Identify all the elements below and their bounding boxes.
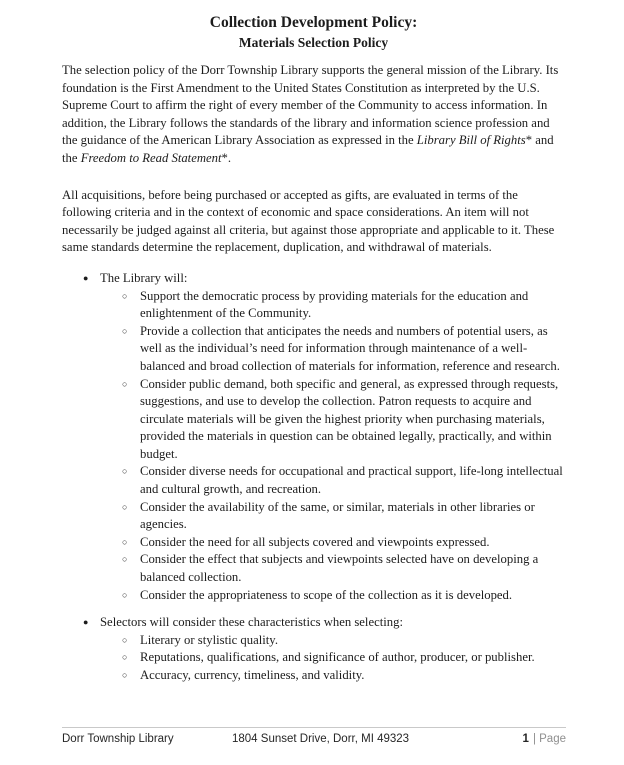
text-run: The selection policy of the Dorr Township Library supports the general mission of the Library. Its foundation is the First Amendment to the United States Constitution as interpreted by the U.S. Supreme Court to affirm the right of every member of the Community to access information. In addition, the Library follows the standards of the library and information science profession and the guidance of the American Library Association as expressed in the bbox=[62, 63, 559, 148]
list-item-row bbox=[62, 649, 565, 667]
list-item-row bbox=[62, 499, 565, 534]
footer-library-name: Dorr Township Library bbox=[62, 733, 174, 745]
italic-text-run: Freedom to Read Statement bbox=[80, 150, 222, 165]
list-item-row bbox=[62, 667, 565, 685]
footer-divider bbox=[62, 727, 566, 728]
list-item: Support the democratic process by providing materials for the education and enlightenment of the Community. bbox=[140, 288, 529, 321]
circle-bullet-icon: ○ bbox=[122, 290, 128, 301]
list-item-row bbox=[62, 288, 565, 323]
list-heading-row bbox=[62, 614, 565, 632]
list-item: Reputations, qualifications, and significance of author, producer, or publisher. bbox=[140, 650, 535, 665]
circle-bullet-icon: ○ bbox=[122, 536, 128, 547]
document-title: Collection Development Policy: bbox=[209, 14, 418, 31]
italic-text-run: Library Bill of Rights bbox=[416, 133, 526, 148]
list-item: Consider public demand, both specific and general, as expressed through requests, suggestions, and use to develop the collection. Patron requests to acquire and circulate materials will be given the highest priority when purchasing materials, provided the materials in question can be obtained legally, practically, and within budget. bbox=[140, 376, 559, 461]
list-item-row bbox=[62, 323, 565, 376]
circle-bullet-icon: ○ bbox=[122, 589, 128, 600]
circle-bullet-icon: ○ bbox=[122, 466, 128, 477]
list-item: Literary or stylistic quality. bbox=[140, 632, 279, 647]
footer-row bbox=[62, 733, 566, 745]
list-heading: The Library will: bbox=[100, 270, 188, 285]
document-body bbox=[62, 13, 565, 685]
circle-bullet-icon: ○ bbox=[122, 652, 128, 663]
text-run: * and the bbox=[62, 133, 554, 165]
circle-bullet-icon: ○ bbox=[122, 501, 128, 512]
circle-bullet-icon: ○ bbox=[122, 670, 128, 680]
list-item: Consider the need for all subjects covered and viewpoints expressed. bbox=[140, 534, 490, 549]
list-item: Consider the effect that subjects and viewpoints selected have on developing a balanced collection. bbox=[140, 552, 539, 585]
list-heading-row bbox=[62, 270, 565, 288]
disc-bullet-icon: ● bbox=[83, 272, 89, 283]
list-item-row bbox=[62, 587, 565, 605]
list-heading: Selectors will consider these characteristics when selecting: bbox=[100, 615, 403, 630]
footer-page-number: 1 bbox=[522, 733, 529, 745]
text-run: *. bbox=[221, 150, 232, 165]
footer-address: 1804 Sunset Drive, Dorr, MI 49323 bbox=[232, 733, 410, 745]
bullet-lists bbox=[62, 270, 565, 685]
list-item-row bbox=[62, 463, 565, 498]
list-item-row bbox=[62, 551, 565, 586]
list-item: Consider the availability of the same, or similar, materials in other libraries or agencies. bbox=[140, 499, 535, 532]
circle-bullet-icon: ○ bbox=[122, 325, 128, 336]
disc-bullet-icon: ● bbox=[83, 617, 89, 628]
circle-bullet-icon: ○ bbox=[122, 634, 128, 645]
circle-bullet-icon: ○ bbox=[122, 554, 128, 565]
list-item: Provide a collection that anticipates the needs and numbers of potential users, as well as the individual’s need for information through maintenance of a well-balanced and broad collection of materials for information, reference and research. bbox=[140, 323, 560, 373]
page-footer bbox=[62, 727, 566, 745]
circle-bullet-icon: ○ bbox=[122, 378, 128, 389]
footer-page-label: | Page bbox=[532, 733, 566, 745]
intro-paragraph bbox=[62, 62, 565, 168]
list-item: Accuracy, currency, timeliness, and validity. bbox=[140, 668, 365, 682]
bullet-list bbox=[62, 270, 565, 604]
list-item-row bbox=[62, 376, 565, 464]
list-item: Consider diverse needs for occupational and practical support, life-long intellectual and cultural growth, and recreation. bbox=[140, 464, 563, 497]
document-subtitle: Materials Selection Policy bbox=[238, 35, 389, 50]
list-item-row bbox=[62, 534, 565, 552]
criteria-paragraph: All acquisitions, before being purchased or accepted as gifts, are evaluated in terms of the following criteria and in the context of economic and space considerations. An item will not necessarily be judged against all criteria, but against those appropriate and applicable to it. These same standards determine the replacement, duplication, and withdrawal of materials. bbox=[62, 187, 555, 255]
footer-page-indicator bbox=[523, 733, 566, 745]
bullet-list bbox=[62, 614, 565, 684]
list-item-row bbox=[62, 632, 565, 650]
list-item: Consider the appropriateness to scope of the collection as it is developed. bbox=[140, 587, 513, 602]
